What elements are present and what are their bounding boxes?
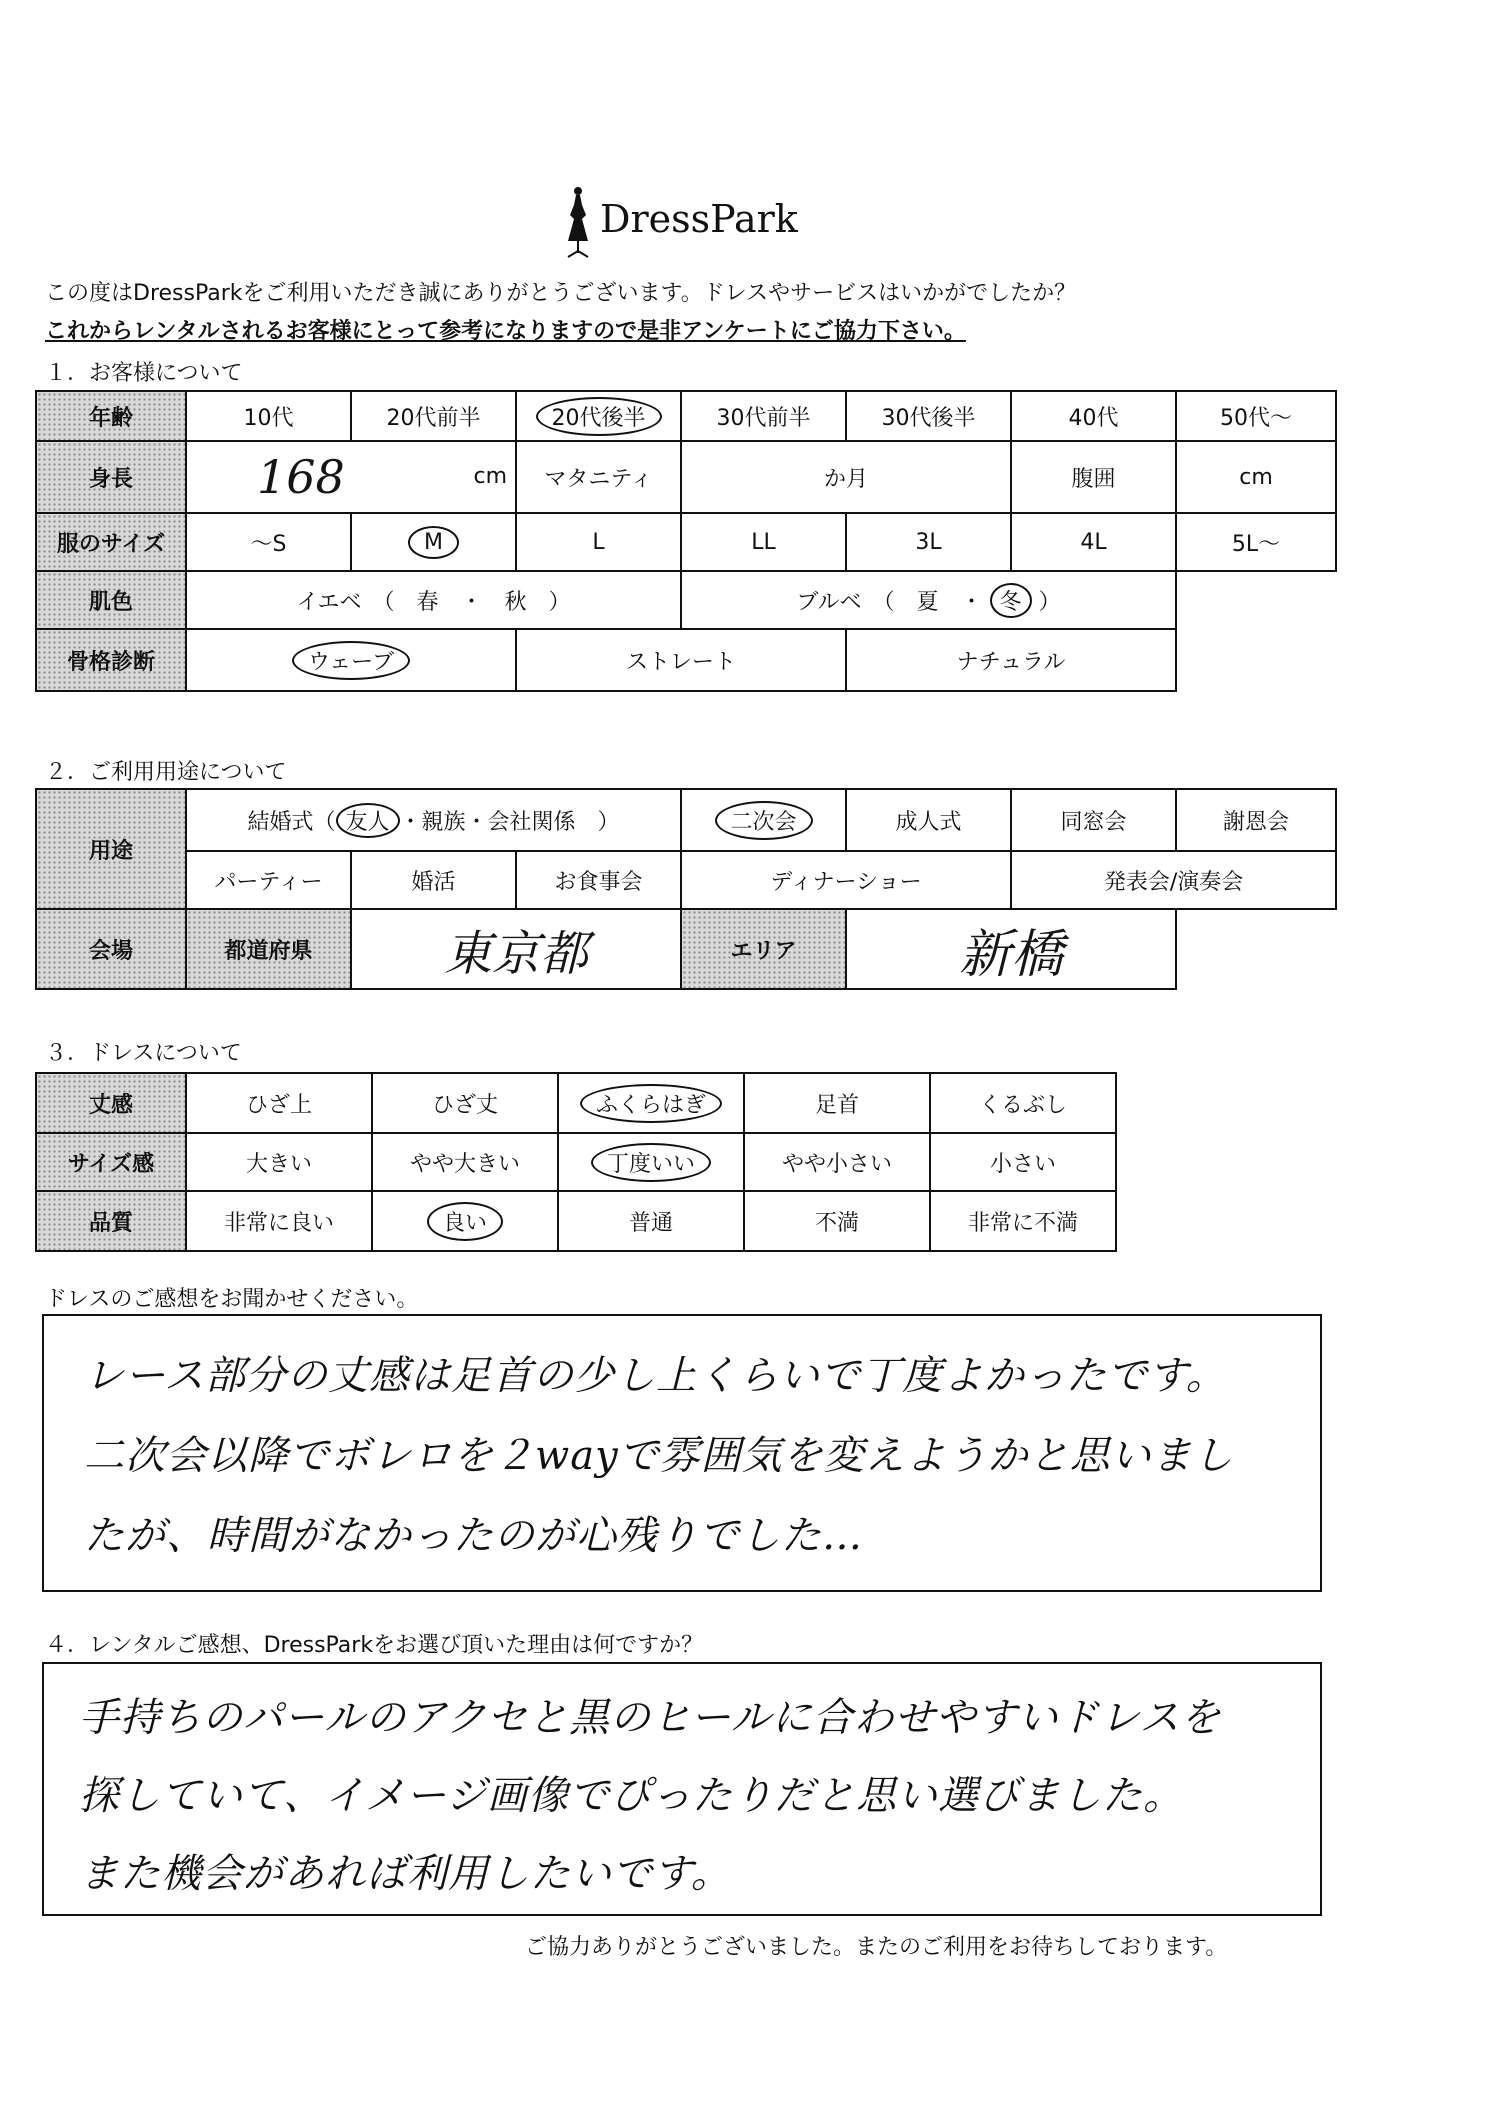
purpose-option[interactable]: 発表会/演奏会 bbox=[1011, 851, 1336, 909]
rental-comment-line: 探していて、イメージ画像でぴったりだと思い選びました。 bbox=[79, 1773, 1184, 1819]
frame-option-selected[interactable] bbox=[186, 629, 516, 691]
venue-label: 会場 bbox=[36, 909, 186, 989]
size-option[interactable]: L bbox=[516, 513, 681, 571]
quality-option[interactable]: 非常に不満 bbox=[930, 1191, 1116, 1251]
purpose-row-2 bbox=[36, 851, 1336, 909]
fit-option-selected[interactable] bbox=[558, 1133, 744, 1191]
age-label: 年齢 bbox=[36, 391, 186, 441]
size-selected-circle: M bbox=[408, 526, 459, 559]
purpose-selected-circle: 二次会 bbox=[715, 801, 813, 840]
skin-blue-suffix: ） bbox=[1038, 589, 1061, 615]
purpose-table bbox=[35, 788, 1337, 990]
age-row bbox=[36, 391, 1336, 441]
height-unit: cm bbox=[473, 464, 507, 489]
purpose-option[interactable]: ディナーショー bbox=[681, 851, 1011, 909]
skin-blue-option[interactable] bbox=[681, 571, 1176, 629]
intro-text: この度はDressParkをご利用いただき誠にありがとうございます。ドレスやサービスはいかがでしたか？ bbox=[45, 281, 1077, 306]
empty-cell bbox=[1176, 909, 1336, 989]
length-option[interactable]: ひざ丈 bbox=[372, 1073, 558, 1133]
skin-row bbox=[36, 571, 1336, 629]
length-selected-circle: ふくらはぎ bbox=[580, 1084, 722, 1123]
intro-request: これからレンタルされるお客様にとって参考になりますので是非アンケートにご協力下さい。 bbox=[45, 319, 966, 344]
quality-selected-circle: 良い bbox=[427, 1202, 503, 1241]
skin-label: 肌色 bbox=[36, 571, 186, 629]
frame-label: 骨格診断 bbox=[36, 629, 186, 691]
fit-option[interactable]: 大きい bbox=[186, 1133, 372, 1191]
size-option-selected[interactable] bbox=[351, 513, 516, 571]
dress-form-icon bbox=[560, 185, 596, 260]
age-option-selected[interactable] bbox=[516, 391, 681, 441]
brand-name: DressPark bbox=[600, 197, 798, 241]
maternity-label: マタニティ bbox=[516, 441, 681, 513]
rental-comment-line: 手持ちのパールのアクセと黒のヒールに合わせやすいドレスを bbox=[79, 1695, 1222, 1741]
quality-label: 品質 bbox=[36, 1191, 186, 1251]
size-label: 服のサイズ bbox=[36, 513, 186, 571]
purpose-label: 用途 bbox=[36, 789, 186, 909]
purpose-row-1 bbox=[36, 789, 1336, 851]
size-option[interactable]: LL bbox=[681, 513, 846, 571]
dress-comment-line: レース部分の丈感は足首の少し上くらいで丁度よかったです。 bbox=[84, 1353, 1227, 1399]
prefecture-label: 都道府県 bbox=[186, 909, 351, 989]
length-option[interactable]: 足首 bbox=[744, 1073, 930, 1133]
quality-option[interactable]: 不満 bbox=[744, 1191, 930, 1251]
section4-title: ４．レンタルご感想、DressParkをお選び頂いた理由は何ですか？ bbox=[45, 1633, 704, 1658]
purpose-option-selected[interactable] bbox=[681, 789, 846, 851]
age-option[interactable]: 10代 bbox=[186, 391, 351, 441]
rental-comment-line: また機会があれば利用したいです。 bbox=[79, 1851, 732, 1897]
age-option[interactable]: 20代前半 bbox=[351, 391, 516, 441]
purpose-option[interactable]: 婚活 bbox=[351, 851, 516, 909]
height-value: 168 bbox=[257, 450, 345, 504]
section2-title: ２．ご利用用途について bbox=[45, 760, 287, 785]
size-option[interactable]: 3L bbox=[846, 513, 1011, 571]
purpose-option[interactable]: 同窓会 bbox=[1011, 789, 1176, 851]
area-label: エリア bbox=[681, 909, 846, 989]
area-field[interactable] bbox=[846, 909, 1176, 989]
fit-row bbox=[36, 1133, 1116, 1191]
venue-row bbox=[36, 909, 1336, 989]
age-option[interactable]: 30代後半 bbox=[846, 391, 1011, 441]
frame-row bbox=[36, 629, 1336, 691]
quality-row bbox=[36, 1191, 1116, 1251]
size-option[interactable]: 5L〜 bbox=[1176, 513, 1336, 571]
fit-option[interactable]: やや小さい bbox=[744, 1133, 930, 1191]
age-option[interactable]: 40代 bbox=[1011, 391, 1176, 441]
prefecture-field[interactable] bbox=[351, 909, 681, 989]
length-row bbox=[36, 1073, 1116, 1133]
dress-table bbox=[35, 1072, 1117, 1252]
length-option[interactable]: くるぶし bbox=[930, 1073, 1116, 1133]
empty-cell bbox=[1176, 571, 1336, 629]
prefecture-value: 東京都 bbox=[444, 925, 589, 982]
empty-cell bbox=[1176, 629, 1336, 691]
purpose-option[interactable]: お食事会 bbox=[516, 851, 681, 909]
dress-comment-box[interactable] bbox=[42, 1314, 1322, 1592]
waist-field[interactable]: cm bbox=[1176, 441, 1336, 513]
frame-option[interactable]: ストレート bbox=[516, 629, 846, 691]
age-option[interactable]: 30代前半 bbox=[681, 391, 846, 441]
wedding-option[interactable] bbox=[186, 789, 681, 851]
maternity-months-field[interactable]: か月 bbox=[681, 441, 1011, 513]
wedding-suffix: ・親族・会社関係 ） bbox=[399, 809, 620, 835]
skin-selected-circle: 冬 bbox=[990, 583, 1032, 618]
size-option[interactable]: 〜S bbox=[186, 513, 351, 571]
fit-selected-circle: 丁度いい bbox=[591, 1143, 711, 1182]
thank-you-note: ご協力ありがとうございました。またのご利用をお待ちしております。 bbox=[525, 1935, 1228, 1960]
purpose-option[interactable]: パーティー bbox=[186, 851, 351, 909]
customer-info-table bbox=[35, 390, 1337, 692]
length-label: 丈感 bbox=[36, 1073, 186, 1133]
quality-option-selected[interactable] bbox=[372, 1191, 558, 1251]
purpose-option[interactable]: 謝恩会 bbox=[1176, 789, 1336, 851]
wedding-prefix: 結婚式（ bbox=[247, 809, 336, 835]
section3-title: ３．ドレスについて bbox=[45, 1041, 242, 1066]
height-row bbox=[36, 441, 1336, 513]
frame-selected-circle: ウェーブ bbox=[292, 641, 410, 680]
purpose-option[interactable]: 成人式 bbox=[846, 789, 1011, 851]
dress-comment-line: 二次会以降でボレロを２wayで雰囲気を変えようかと思いまし bbox=[84, 1433, 1234, 1479]
quality-option[interactable]: 非常に良い bbox=[186, 1191, 372, 1251]
age-selected-circle: 20代後半 bbox=[536, 397, 662, 436]
skin-blue-prefix: ブルベ （ 夏 ・ bbox=[796, 589, 983, 615]
quality-option[interactable]: 普通 bbox=[558, 1191, 744, 1251]
length-option-selected[interactable] bbox=[558, 1073, 744, 1133]
area-value: 新橋 bbox=[959, 924, 1064, 985]
rental-comment-box[interactable] bbox=[42, 1662, 1322, 1916]
dresspark-logo bbox=[560, 185, 800, 260]
size-option[interactable]: 4L bbox=[1011, 513, 1176, 571]
height-label: 身長 bbox=[36, 441, 186, 513]
dress-comment-line: たが、時間がなかったのが心残りでした… bbox=[84, 1513, 863, 1559]
section1-title: １．お客様について bbox=[45, 361, 243, 386]
height-field[interactable] bbox=[186, 441, 516, 513]
dress-comment-prompt: ドレスのご感想をお聞かせください。 bbox=[45, 1287, 419, 1312]
fit-option[interactable]: 小さい bbox=[930, 1133, 1116, 1191]
waist-label: 腹囲 bbox=[1011, 441, 1176, 513]
skin-yellow-option[interactable]: イエベ （ 春 ・ 秋 ） bbox=[186, 571, 681, 629]
frame-option[interactable]: ナチュラル bbox=[846, 629, 1176, 691]
wedding-selected-circle: 友人 bbox=[336, 803, 400, 838]
fit-label: サイズ感 bbox=[36, 1133, 186, 1191]
fit-option[interactable]: やや大きい bbox=[372, 1133, 558, 1191]
size-row bbox=[36, 513, 1336, 571]
age-option[interactable]: 50代〜 bbox=[1176, 391, 1336, 441]
length-option[interactable]: ひざ上 bbox=[186, 1073, 372, 1133]
